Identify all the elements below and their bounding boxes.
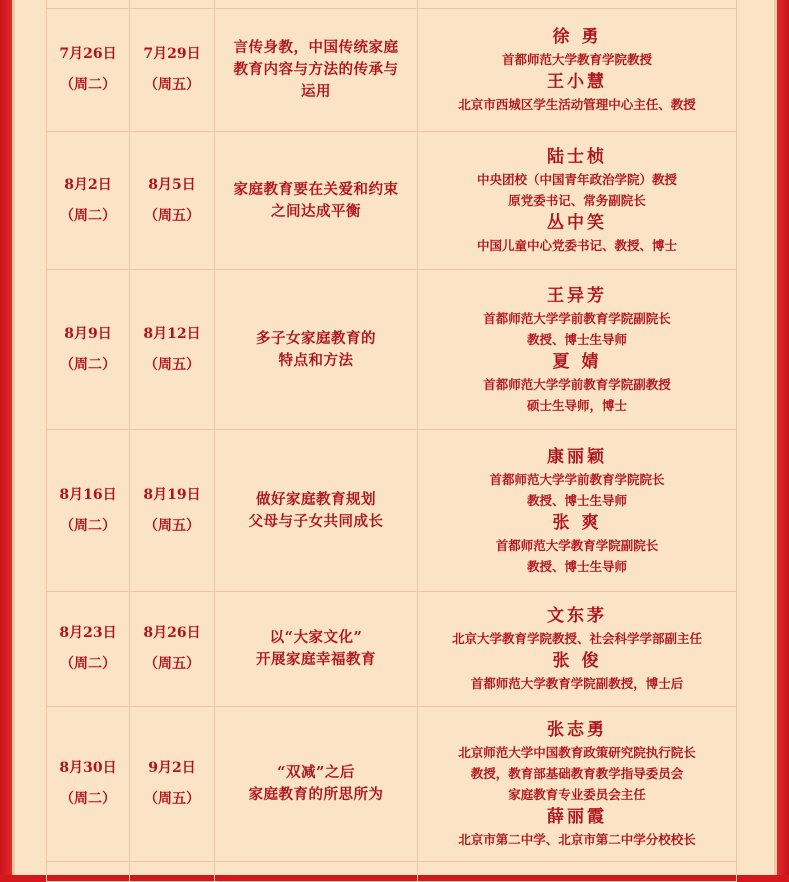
end-date: 8月5日 (148, 176, 196, 193)
end-date-cell (130, 430, 215, 592)
start-date-cell (47, 132, 130, 270)
speaker-title: 北京大学教育学院教授、社会科学学部副主任 (451, 631, 702, 646)
start-date: 8月30日 (59, 760, 117, 776)
speaker-name: 陆士桢 (547, 147, 607, 167)
speaker-title: 北京市第二中学、北京市第二中学分校校长 (458, 832, 696, 847)
speaker-name: 张 爽 (552, 512, 602, 533)
speaker-title: 教授，教育部基础教育教学指导委员会 (470, 766, 684, 781)
speaker-name: 王异芳 (547, 285, 607, 306)
start-weekday: （周二） (60, 791, 116, 807)
speaker-title: 家庭教育专业委员会主任 (508, 787, 646, 802)
end-date-cell (130, 270, 215, 430)
table-row (47, 707, 737, 862)
start-date-cell (47, 430, 130, 592)
end-weekday: （周五） (144, 77, 200, 93)
topic-cell (215, 270, 418, 430)
end-weekday: （周五） (144, 356, 200, 373)
speaker-title: 北京市西城区学生活动管理中心主任、教授 (458, 97, 696, 112)
right-border-decoration (777, 0, 789, 875)
speaker-title: 首都师范大学教育学院副教授，博士后 (470, 676, 684, 691)
start-date-cell (47, 707, 130, 862)
table-row-bottom-edge (47, 862, 737, 882)
speaker-name: 张志勇 (547, 720, 607, 740)
speaker-title: 北京师范大学中国教育政策研究院执行院长 (458, 745, 696, 760)
table-row (47, 270, 737, 430)
speaker-title: 首都师范大学教育学院教授 (501, 52, 652, 67)
speaker-title: 教授、博士生导师 (526, 558, 627, 574)
speaker-title: 教授、博士生导师 (526, 331, 627, 347)
end-date: 9月2日 (148, 760, 196, 776)
start-date-cell (47, 270, 130, 430)
end-date-cell (130, 9, 215, 132)
topic-line: 言传身教，中国传统家庭 (233, 39, 399, 56)
speaker-title: 首都师范大学学前教育学院副院长 (483, 310, 671, 326)
speaker-title: 中央团校（中国青年政治学院）教授 (476, 172, 677, 187)
start-weekday: （周二） (60, 356, 116, 373)
start-weekday: （周二） (60, 517, 116, 534)
speaker-title: 教授、博士生导师 (526, 492, 627, 508)
speaker-name: 康丽颖 (547, 446, 607, 467)
speaker-title: 原党委书记、常务副院长 (508, 193, 646, 208)
topic-cell (215, 592, 418, 707)
end-weekday: （周五） (144, 517, 200, 534)
start-weekday: （周二） (60, 207, 116, 224)
speaker-name: 徐 勇 (552, 27, 602, 47)
topic-line: 教育内容与方法的传承与 (233, 61, 399, 78)
speaker-name: 丛中笑 (547, 213, 607, 233)
start-date: 8月23日 (59, 625, 117, 641)
speakers-cell (418, 430, 737, 592)
start-date: 8月9日 (64, 325, 112, 342)
topic-line: 以“大家文化” (269, 629, 363, 646)
topic-line: 父母与子女共同成长 (248, 512, 384, 530)
start-weekday: （周二） (60, 77, 116, 93)
speakers-cell (418, 9, 737, 132)
topic-line: 做好家庭教育规划 (256, 490, 376, 508)
start-date-cell (47, 592, 130, 707)
lecture-schedule-table (46, 0, 737, 882)
end-weekday: （周五） (144, 656, 200, 672)
start-date: 7月26日 (59, 46, 117, 62)
topic-line: 家庭教育要在关爱和约束 (233, 180, 399, 198)
speaker-name: 文东茅 (547, 606, 607, 626)
end-date: 8月19日 (143, 486, 201, 503)
end-date: 8月12日 (143, 325, 201, 342)
topic-cell (215, 132, 418, 270)
end-weekday: （周五） (144, 207, 200, 224)
end-date-cell (130, 592, 215, 707)
speaker-title: 硕士生导师，博士 (526, 397, 627, 413)
speaker-title: 首都师范大学教育学院副院长 (495, 537, 659, 553)
speaker-title: 中国儿童中心党委书记、教授、博士 (476, 238, 677, 253)
topic-cell (215, 9, 418, 132)
start-date: 8月16日 (59, 486, 117, 503)
table-row (47, 132, 737, 270)
topic-cell (215, 707, 418, 862)
speaker-name: 夏 婧 (552, 351, 602, 372)
left-border-decoration (0, 0, 12, 875)
speakers-cell (418, 132, 737, 270)
table-row (47, 430, 737, 592)
end-date-cell (130, 132, 215, 270)
start-weekday: （周二） (60, 656, 116, 672)
end-weekday: （周五） (144, 791, 200, 807)
topic-line: 之间达成平衡 (271, 202, 361, 220)
topic-line: 家庭教育的所思所为 (248, 786, 384, 803)
topic-line: 特点和方法 (278, 351, 354, 369)
start-date: 8月2日 (64, 176, 112, 193)
end-date: 8月26日 (143, 625, 201, 641)
table-row (47, 592, 737, 707)
speaker-name: 张 俊 (552, 651, 602, 671)
speaker-name: 薛丽霞 (547, 807, 607, 827)
end-date: 7月29日 (143, 46, 201, 62)
speakers-cell (418, 270, 737, 430)
speaker-name: 王小慧 (547, 72, 607, 92)
topic-line: 开展家庭幸福教育 (256, 651, 376, 668)
speakers-cell (418, 707, 737, 862)
topic-cell (215, 430, 418, 592)
table-row (47, 9, 737, 132)
speaker-title: 首都师范大学学前教育学院院长 (489, 471, 665, 487)
speaker-title: 首都师范大学学前教育学院副教授 (483, 376, 671, 392)
end-date-cell (130, 707, 215, 862)
speakers-cell (418, 592, 737, 707)
topic-line: 多子女家庭教育的 (256, 329, 376, 347)
topic-line: “双减”之后 (277, 764, 355, 781)
table-row-top-edge (47, 0, 737, 9)
start-date-cell (47, 9, 130, 132)
topic-line: 运用 (301, 83, 331, 100)
